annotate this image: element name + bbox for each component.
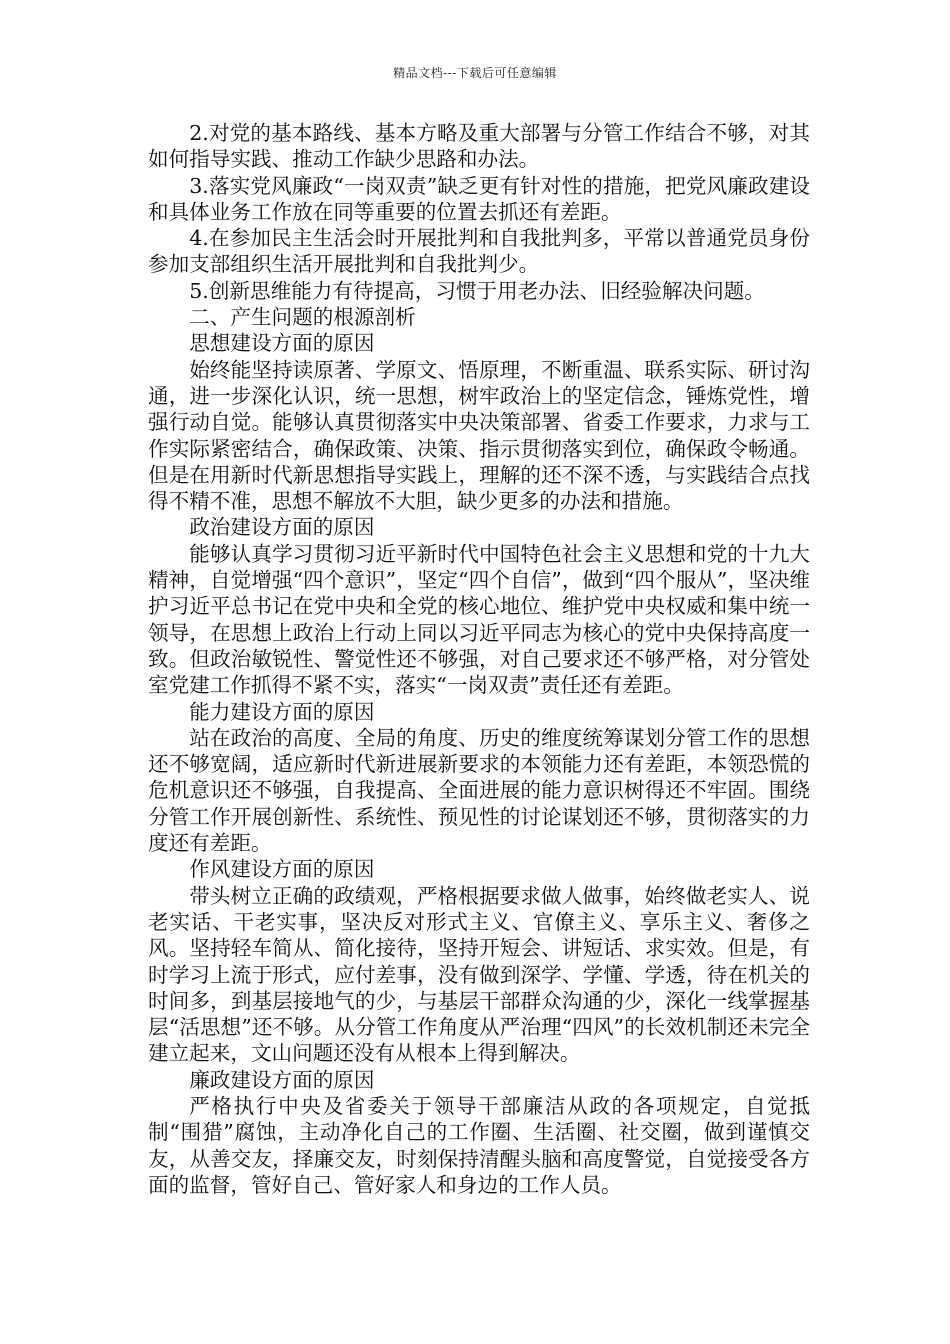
subheading-politics: 政治建设方面的原因 [189, 515, 375, 540]
subheading-work-style: 作风建设方面的原因 [189, 857, 375, 882]
ideology-paragraph: 始终能坚持读原著、学原文、悟原理，不断重温、联系实际、研讨沟通，进一步深化认识，统一思想，树牢政治上的坚定信念，锤炼党性，增强行动自觉。能够认真贯彻落实中央决策部署、省委工作要求，力求与工作实际紧密结合，确保政策、决策、指示贯彻落实到位，确保政令畅通。但是在用新时代新思想指导实践上，理解的还不深不透，与实践结合点找得不精不准，思想不解放不大胆，缺少更多的办法和措施。 [148, 357, 810, 514]
document-body [148, 120, 810, 1198]
subheading-integrity: 廉政建设方面的原因 [189, 1067, 375, 1092]
integrity-paragraph: 严格执行中央及省委关于领导干部廉洁从政的各项规定，自觉抵制“围猎”腐蚀，主动净化自己的工作圈、生活圈、社交圈，做到谨慎交友，从善交友，择廉交友，时刻保持清醒头脑和高度警觉，自觉接受各方面的监督，管好自己、管好家人和身边的工作人员。 [148, 1093, 810, 1197]
item-4-paragraph: 4.在参加民主生活会时开展批判和自我批判多，平常以普通党员身份参加支部组织生活开展批判和自我批判少。 [148, 226, 810, 277]
item-2-paragraph: 2.对党的基本路线、基本方略及重大部署与分管工作结合不够，对其如何指导实践、推动工作缺少思路和办法。 [148, 121, 810, 172]
subheading-capability: 能力建设方面的原因 [189, 699, 375, 724]
work-style-paragraph: 带头树立正确的政绩观，严格根据要求做人做事，始终做老实人、说老实话、干老实事，坚决反对形式主义、官僚主义、享乐主义、奢侈之风。坚持轻车简从、简化接待，坚持开短会、讲短话、求实效。但是，有时学习上流于形式，应付差事，没有做到深学、学懂、学透，待在机关的时间多，到基层接地气的少，与基层干部群众沟通的少，深化一线掌握基层“活思想”还不够。从分管工作角度从严治理“四风”的长效机制还未完全建立起来，文山问题还没有从根本上得到解决。 [148, 883, 810, 1066]
politics-paragraph: 能够认真学习贯彻习近平新时代中国特色社会主义思想和党的十九大精神，自觉增强“四个意识”，坚定“四个自信”，做到“四个服从”，坚决维护习近平总书记在党中央和全党的核心地位、维护党中央权威和集中统一领导，在思想上政治上行动上同以习近平同志为核心的党中央保持高度一致。但政治敏锐性、警觉性还不够强，对自己要求还不够严格，对分管处室党建工作抓得不紧不实，落实“一岗双责”责任还有差距。 [148, 541, 810, 698]
subheading-ideology: 思想建设方面的原因 [189, 331, 375, 356]
section-heading-root-cause: 二、产生问题的根源剖析 [189, 305, 416, 330]
item-3-paragraph: 3.落实党风廉政“一岗双责”缺乏更有针对性的措施，把党风廉政建设和具体业务工作放在同等重要的位置去抓还有差距。 [148, 173, 810, 224]
page-header: 精品文档---下载后可任意编辑 [393, 66, 557, 80]
capability-paragraph: 站在政治的高度、全局的角度、历史的维度统筹谋划分管工作的思想还不够宽阔，适应新时代新进展新要求的本领能力还有差距，本领恐慌的危机意识还不够强，自我提高、全面进展的能力意识树得还不牢固。围绕分管工作开展创新性、系统性、预见性的讨论谋划还不够，贯彻落实的力度还有差距。 [148, 725, 810, 856]
item-5-paragraph: 5.创新思维能力有待提高，习惯于用老办法、旧经验解决问题。 [189, 278, 765, 303]
